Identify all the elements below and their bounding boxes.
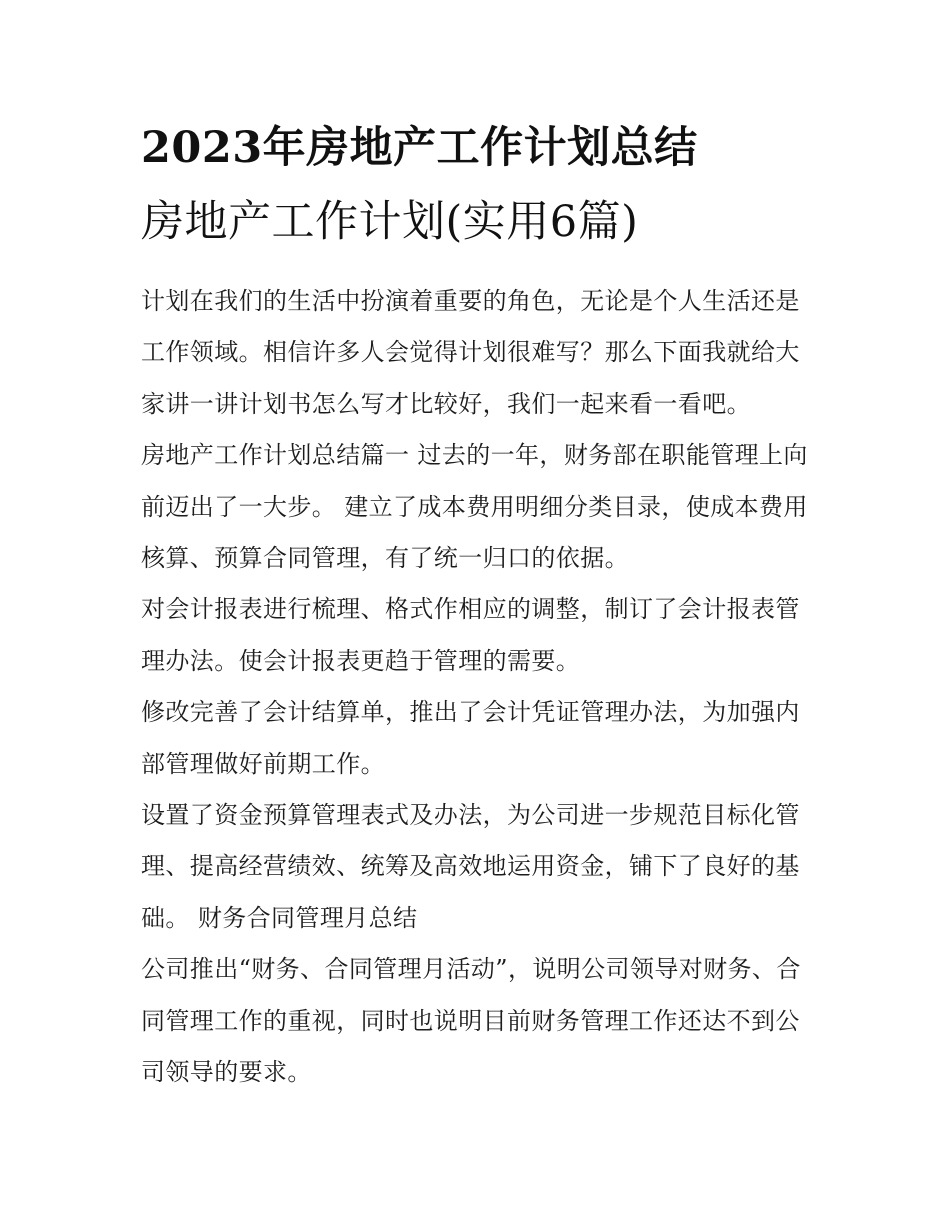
document-title-line-1: 2023年房地产工作计划总结 — [141, 123, 698, 173]
paragraph-part-one: 房地产工作计划总结篇一 过去的一年，财务部在职能管理上向前迈出了一大步。 建立了成本费用明细分类目录，使成本费用核算、预算合同管理，有了统一归口的依据。 — [141, 441, 808, 573]
paragraph-accounting-reports: 对会计报表进行梳理、格式作相应的调整，制订了会计报表管理办法。使会计报表更趋于管理的需要。 — [141, 595, 800, 675]
document-title-line-2: 房地产工作计划(实用6篇) — [141, 197, 639, 247]
paragraph-budget-management: 设置了资金预算管理表式及办法，为公司进一步规范目标化管理、提高经营绩效、统筹及高效地运用资金，铺下了良好的基础。 财务合同管理月总结 — [141, 801, 800, 932]
paragraph-intro: 计划在我们的生活中扮演着重要的角色，无论是个人生活还是工作领域。相信许多人会觉得计划很难写？那么下面我就给大家讲一讲计划书怎么写才比较好，我们一起来看一看吧。 — [141, 287, 800, 418]
document-body — [141, 276, 811, 1099]
paragraph-management-month: 公司推出“财务、合同管理月活动”，说明公司领导对财务、合同管理工作的重视，同时也说明目前财务管理工作还达不到公司领导的要求。 — [141, 955, 801, 1087]
paragraph-settlement-vouchers: 修改完善了会计结算单，推出了会计凭证管理办法，为加强内部管理做好前期工作。 — [141, 698, 800, 778]
